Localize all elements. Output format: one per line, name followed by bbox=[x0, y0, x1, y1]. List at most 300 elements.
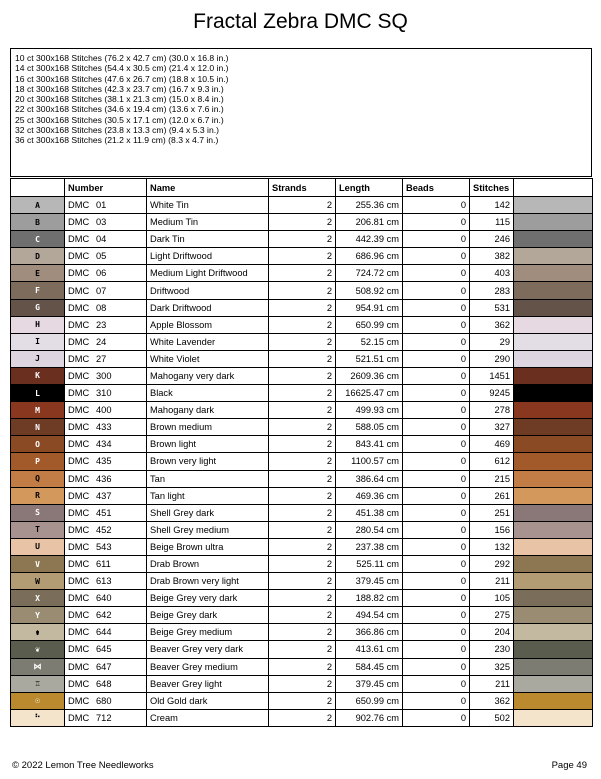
length-cell: 366.86 cm bbox=[336, 624, 403, 641]
name-cell: Drab Brown very light bbox=[147, 573, 269, 590]
brand-label: DMC bbox=[68, 610, 90, 621]
number-cell bbox=[65, 436, 147, 453]
color-swatch bbox=[514, 709, 593, 726]
color-swatch bbox=[514, 248, 593, 265]
symbol-cell: K bbox=[11, 367, 65, 384]
thread-code: 07 bbox=[96, 285, 107, 296]
beads-cell: 0 bbox=[403, 692, 470, 709]
strands-cell: 2 bbox=[269, 282, 336, 299]
thread-code: 23 bbox=[96, 319, 107, 330]
thread-code: 434 bbox=[96, 439, 112, 450]
fabric-size-line: 14 ct 300x168 Stitches (54.4 x 30.5 cm) (21.4 x 12.0 in.) bbox=[15, 63, 229, 74]
thread-code: 04 bbox=[96, 234, 107, 245]
strands-cell: 2 bbox=[269, 316, 336, 333]
brand-label: DMC bbox=[68, 490, 90, 501]
beads-cell: 0 bbox=[403, 385, 470, 402]
beads-cell: 0 bbox=[403, 573, 470, 590]
brand-label: DMC bbox=[68, 678, 90, 689]
color-swatch bbox=[514, 333, 593, 350]
number-cell bbox=[65, 590, 147, 607]
thread-code: 435 bbox=[96, 456, 112, 467]
number-cell bbox=[65, 624, 147, 641]
table-row bbox=[11, 333, 593, 350]
beads-cell: 0 bbox=[403, 624, 470, 641]
brand-label: DMC bbox=[68, 576, 90, 587]
beads-cell: 0 bbox=[403, 453, 470, 470]
swatch-header bbox=[514, 179, 593, 197]
strands-cell: 2 bbox=[269, 350, 336, 367]
thread-code: 08 bbox=[96, 302, 107, 313]
stitches-cell: 275 bbox=[470, 607, 514, 624]
number-cell bbox=[65, 367, 147, 384]
length-cell: 902.76 cm bbox=[336, 709, 403, 726]
symbol-cell: P bbox=[11, 453, 65, 470]
table-row bbox=[11, 641, 593, 658]
thread-code: 543 bbox=[96, 541, 112, 552]
number-cell bbox=[65, 282, 147, 299]
table-row bbox=[11, 299, 593, 316]
symbol-cell: U bbox=[11, 538, 65, 555]
number-cell bbox=[65, 521, 147, 538]
color-swatch bbox=[514, 231, 593, 248]
fabric-size-line: 22 ct 300x168 Stitches (34.6 x 19.4 cm) (13.6 x 7.6 in.) bbox=[15, 104, 224, 115]
beads-cell: 0 bbox=[403, 248, 470, 265]
length-cell: 52.15 cm bbox=[336, 333, 403, 350]
stitches-cell: 531 bbox=[470, 299, 514, 316]
strands-cell: 2 bbox=[269, 692, 336, 709]
stitches-cell: 325 bbox=[470, 658, 514, 675]
name-cell: Beige Brown ultra bbox=[147, 538, 269, 555]
length-cell: 237.38 cm bbox=[336, 538, 403, 555]
brand-label: DMC bbox=[68, 627, 90, 638]
table-row bbox=[11, 470, 593, 487]
fabric-size-line: 36 ct 300x168 Stitches (21.2 x 11.9 cm) (8.3 x 4.7 in.) bbox=[15, 135, 219, 146]
number-cell bbox=[65, 538, 147, 555]
table-row bbox=[11, 504, 593, 521]
thread-code: 300 bbox=[96, 370, 112, 381]
brand-label: DMC bbox=[68, 439, 90, 450]
beads-cell: 0 bbox=[403, 538, 470, 555]
number-cell bbox=[65, 350, 147, 367]
stitches-cell: 612 bbox=[470, 453, 514, 470]
fabric-size-line: 18 ct 300x168 Stitches (42.3 x 23.7 cm) (16.7 x 9.3 in.) bbox=[15, 83, 224, 94]
symbol-cell: F bbox=[11, 282, 65, 299]
beads-cell: 0 bbox=[403, 299, 470, 316]
table-row bbox=[11, 231, 593, 248]
length-cell: 525.11 cm bbox=[336, 555, 403, 572]
number-cell bbox=[65, 299, 147, 316]
color-swatch bbox=[514, 197, 593, 214]
table-row bbox=[11, 624, 593, 641]
table-row bbox=[11, 521, 593, 538]
length-cell: 280.54 cm bbox=[336, 521, 403, 538]
brand-label: DMC bbox=[68, 695, 90, 706]
table-row bbox=[11, 385, 593, 402]
length-cell: 379.45 cm bbox=[336, 675, 403, 692]
number-cell bbox=[65, 385, 147, 402]
length-cell: 843.41 cm bbox=[336, 436, 403, 453]
name-cell: Black bbox=[147, 385, 269, 402]
stitches-cell: 142 bbox=[470, 197, 514, 214]
stitches-cell: 292 bbox=[470, 555, 514, 572]
strands-cell: 2 bbox=[269, 641, 336, 658]
brand-label: DMC bbox=[68, 217, 90, 228]
symbol-cell: Q bbox=[11, 470, 65, 487]
thread-code: 05 bbox=[96, 251, 107, 262]
thread-code: 680 bbox=[96, 695, 112, 706]
symbol-cell: W bbox=[11, 573, 65, 590]
strands-cell: 2 bbox=[269, 214, 336, 231]
thread-code: 433 bbox=[96, 422, 112, 433]
name-cell: Drab Brown bbox=[147, 555, 269, 572]
brand-label: DMC bbox=[68, 319, 90, 330]
stitches-cell: 29 bbox=[470, 333, 514, 350]
strands-cell: 2 bbox=[269, 607, 336, 624]
brand-label: DMC bbox=[68, 422, 90, 433]
strands-cell: 2 bbox=[269, 265, 336, 282]
stitches-cell: 246 bbox=[470, 231, 514, 248]
symbol-cell: A bbox=[11, 197, 65, 214]
thread-code: 611 bbox=[96, 559, 111, 570]
number-header: Number bbox=[65, 179, 147, 197]
symbol-cell: V bbox=[11, 555, 65, 572]
beads-cell: 0 bbox=[403, 709, 470, 726]
length-cell: 206.81 cm bbox=[336, 214, 403, 231]
table-row bbox=[11, 555, 593, 572]
symbol-cell: H bbox=[11, 316, 65, 333]
beads-cell: 0 bbox=[403, 197, 470, 214]
table-row bbox=[11, 316, 593, 333]
number-cell bbox=[65, 658, 147, 675]
symbol-cell: ⠓ bbox=[11, 709, 65, 726]
symbol-header bbox=[11, 179, 65, 197]
stitches-cell: 327 bbox=[470, 419, 514, 436]
beads-cell: 0 bbox=[403, 282, 470, 299]
color-swatch bbox=[514, 675, 593, 692]
strands-cell: 2 bbox=[269, 419, 336, 436]
length-cell: 2609.36 cm bbox=[336, 367, 403, 384]
table-row bbox=[11, 214, 593, 231]
beads-cell: 0 bbox=[403, 214, 470, 231]
beads-cell: 0 bbox=[403, 641, 470, 658]
strands-cell: 2 bbox=[269, 658, 336, 675]
thread-code: 613 bbox=[96, 576, 112, 587]
thread-code: 640 bbox=[96, 593, 112, 604]
table-row bbox=[11, 248, 593, 265]
strands-cell: 2 bbox=[269, 197, 336, 214]
length-cell: 413.61 cm bbox=[336, 641, 403, 658]
symbol-cell: Y bbox=[11, 607, 65, 624]
stitches-cell: 1451 bbox=[470, 367, 514, 384]
number-cell bbox=[65, 214, 147, 231]
symbol-cell: ❦ bbox=[11, 641, 65, 658]
thread-code: 27 bbox=[96, 353, 107, 364]
brand-label: DMC bbox=[68, 285, 90, 296]
table-row bbox=[11, 436, 593, 453]
strands-cell: 2 bbox=[269, 504, 336, 521]
name-cell: Cream bbox=[147, 709, 269, 726]
color-swatch bbox=[514, 624, 593, 641]
table-row bbox=[11, 607, 593, 624]
symbol-cell: S bbox=[11, 504, 65, 521]
number-cell bbox=[65, 555, 147, 572]
stitches-cell: 290 bbox=[470, 350, 514, 367]
name-cell: Dark Tin bbox=[147, 231, 269, 248]
name-cell: Brown medium bbox=[147, 419, 269, 436]
name-cell: Brown very light bbox=[147, 453, 269, 470]
name-cell: Shell Grey medium bbox=[147, 521, 269, 538]
table-row bbox=[11, 658, 593, 675]
stitches-cell: 362 bbox=[470, 692, 514, 709]
number-cell bbox=[65, 675, 147, 692]
length-cell: 494.54 cm bbox=[336, 607, 403, 624]
symbol-cell: L bbox=[11, 385, 65, 402]
color-swatch bbox=[514, 538, 593, 555]
length-cell: 954.91 cm bbox=[336, 299, 403, 316]
strands-cell: 2 bbox=[269, 402, 336, 419]
length-cell: 499.93 cm bbox=[336, 402, 403, 419]
beads-cell: 0 bbox=[403, 590, 470, 607]
length-cell: 650.99 cm bbox=[336, 316, 403, 333]
color-swatch bbox=[514, 641, 593, 658]
name-header: Name bbox=[147, 179, 269, 197]
thread-code: 451 bbox=[96, 507, 112, 518]
length-cell: 451.38 cm bbox=[336, 504, 403, 521]
color-swatch bbox=[514, 214, 593, 231]
strands-cell: 2 bbox=[269, 248, 336, 265]
fabric-size-line: 25 ct 300x168 Stitches (30.5 x 17.1 cm) (12.0 x 6.7 in.) bbox=[15, 114, 224, 125]
thread-code: 648 bbox=[96, 678, 112, 689]
color-swatch bbox=[514, 453, 593, 470]
thread-code: 452 bbox=[96, 524, 112, 535]
stitches-cell: 251 bbox=[470, 504, 514, 521]
beads-cell: 0 bbox=[403, 402, 470, 419]
stitches-cell: 362 bbox=[470, 316, 514, 333]
color-swatch bbox=[514, 419, 593, 436]
strands-cell: 2 bbox=[269, 385, 336, 402]
name-cell: Tan bbox=[147, 470, 269, 487]
fabric-sizes-box bbox=[10, 48, 592, 177]
table-row bbox=[11, 675, 593, 692]
name-cell: Beaver Grey medium bbox=[147, 658, 269, 675]
thread-code: 400 bbox=[96, 405, 112, 416]
number-cell bbox=[65, 231, 147, 248]
brand-label: DMC bbox=[68, 644, 90, 655]
beads-cell: 0 bbox=[403, 367, 470, 384]
stitches-cell: 204 bbox=[470, 624, 514, 641]
length-cell: 584.45 cm bbox=[336, 658, 403, 675]
beads-cell: 0 bbox=[403, 350, 470, 367]
number-cell bbox=[65, 265, 147, 282]
thread-code: 645 bbox=[96, 644, 112, 655]
beads-cell: 0 bbox=[403, 333, 470, 350]
length-cell: 724.72 cm bbox=[336, 265, 403, 282]
thread-table bbox=[10, 178, 593, 727]
stitches-cell: 156 bbox=[470, 521, 514, 538]
stitches-cell: 132 bbox=[470, 538, 514, 555]
thread-code: 647 bbox=[96, 661, 112, 672]
fabric-size-line: 16 ct 300x168 Stitches (47.6 x 26.7 cm) (18.8 x 10.5 in.) bbox=[15, 73, 229, 84]
brand-label: DMC bbox=[68, 336, 90, 347]
name-cell: Beaver Grey very dark bbox=[147, 641, 269, 658]
name-cell: Driftwood bbox=[147, 282, 269, 299]
name-cell: Apple Blossom bbox=[147, 316, 269, 333]
color-swatch bbox=[514, 590, 593, 607]
table-row bbox=[11, 402, 593, 419]
symbol-cell: I bbox=[11, 333, 65, 350]
table-row bbox=[11, 487, 593, 504]
stitches-cell: 278 bbox=[470, 402, 514, 419]
length-cell: 386.64 cm bbox=[336, 470, 403, 487]
name-cell: White Tin bbox=[147, 197, 269, 214]
symbol-cell: N bbox=[11, 419, 65, 436]
table-row bbox=[11, 367, 593, 384]
table-row bbox=[11, 197, 593, 214]
beads-cell: 0 bbox=[403, 470, 470, 487]
name-cell: Dark Driftwood bbox=[147, 299, 269, 316]
length-cell: 1100.57 cm bbox=[336, 453, 403, 470]
color-swatch bbox=[514, 573, 593, 590]
symbol-cell: R bbox=[11, 487, 65, 504]
color-swatch bbox=[514, 487, 593, 504]
length-header: Length bbox=[336, 179, 403, 197]
number-cell bbox=[65, 692, 147, 709]
beads-cell: 0 bbox=[403, 521, 470, 538]
symbol-cell: J bbox=[11, 350, 65, 367]
symbol-cell: C bbox=[11, 231, 65, 248]
strands-cell: 2 bbox=[269, 573, 336, 590]
stitches-cell: 230 bbox=[470, 641, 514, 658]
symbol-cell: M bbox=[11, 402, 65, 419]
thread-code: 437 bbox=[96, 490, 112, 501]
strands-cell: 2 bbox=[269, 470, 336, 487]
strands-cell: 2 bbox=[269, 521, 336, 538]
symbol-cell: D bbox=[11, 248, 65, 265]
brand-label: DMC bbox=[68, 405, 90, 416]
strands-cell: 2 bbox=[269, 333, 336, 350]
length-cell: 650.99 cm bbox=[336, 692, 403, 709]
strands-cell: 2 bbox=[269, 624, 336, 641]
name-cell: Old Gold dark bbox=[147, 692, 269, 709]
beads-cell: 0 bbox=[403, 316, 470, 333]
symbol-cell: T bbox=[11, 521, 65, 538]
beads-cell: 0 bbox=[403, 607, 470, 624]
length-cell: 521.51 cm bbox=[336, 350, 403, 367]
beads-cell: 0 bbox=[403, 487, 470, 504]
beads-cell: 0 bbox=[403, 419, 470, 436]
name-cell: Brown light bbox=[147, 436, 269, 453]
color-swatch bbox=[514, 282, 593, 299]
name-cell: Medium Tin bbox=[147, 214, 269, 231]
strands-header: Strands bbox=[269, 179, 336, 197]
table-row bbox=[11, 573, 593, 590]
number-cell bbox=[65, 709, 147, 726]
stitches-cell: 9245 bbox=[470, 385, 514, 402]
length-cell: 686.96 cm bbox=[336, 248, 403, 265]
strands-cell: 2 bbox=[269, 487, 336, 504]
length-cell: 588.05 cm bbox=[336, 419, 403, 436]
number-cell bbox=[65, 316, 147, 333]
table-row bbox=[11, 350, 593, 367]
length-cell: 255.36 cm bbox=[336, 197, 403, 214]
brand-label: DMC bbox=[68, 200, 90, 211]
symbol-cell: E bbox=[11, 265, 65, 282]
number-cell bbox=[65, 419, 147, 436]
color-swatch bbox=[514, 436, 593, 453]
color-swatch bbox=[514, 385, 593, 402]
name-cell: Medium Light Driftwood bbox=[147, 265, 269, 282]
stitches-header: Stitches bbox=[470, 179, 514, 197]
thread-code: 310 bbox=[96, 388, 112, 399]
brand-label: DMC bbox=[68, 524, 90, 535]
number-cell bbox=[65, 197, 147, 214]
number-cell bbox=[65, 573, 147, 590]
stitches-cell: 261 bbox=[470, 487, 514, 504]
color-swatch bbox=[514, 265, 593, 282]
color-swatch bbox=[514, 402, 593, 419]
name-cell: Mahogany dark bbox=[147, 402, 269, 419]
brand-label: DMC bbox=[68, 251, 90, 262]
beads-header: Beads bbox=[403, 179, 470, 197]
brand-label: DMC bbox=[68, 473, 90, 484]
name-cell: Beaver Grey light bbox=[147, 675, 269, 692]
beads-cell: 0 bbox=[403, 658, 470, 675]
symbol-cell: ☉ bbox=[11, 692, 65, 709]
strands-cell: 2 bbox=[269, 453, 336, 470]
length-cell: 188.82 cm bbox=[336, 590, 403, 607]
color-swatch bbox=[514, 658, 593, 675]
color-swatch bbox=[514, 367, 593, 384]
brand-label: DMC bbox=[68, 370, 90, 381]
number-cell bbox=[65, 487, 147, 504]
symbol-cell: X bbox=[11, 590, 65, 607]
table-row bbox=[11, 538, 593, 555]
brand-label: DMC bbox=[68, 302, 90, 313]
brand-label: DMC bbox=[68, 593, 90, 604]
symbol-cell: B bbox=[11, 214, 65, 231]
symbol-cell: G bbox=[11, 299, 65, 316]
stitches-cell: 469 bbox=[470, 436, 514, 453]
brand-label: DMC bbox=[68, 234, 90, 245]
fabric-size-line: 20 ct 300x168 Stitches (38.1 x 21.3 cm) (15.0 x 8.4 in.) bbox=[15, 94, 224, 105]
strands-cell: 2 bbox=[269, 436, 336, 453]
strands-cell: 2 bbox=[269, 367, 336, 384]
length-cell: 16625.47 cm bbox=[336, 385, 403, 402]
beads-cell: 0 bbox=[403, 265, 470, 282]
fabric-size-line: 32 ct 300x168 Stitches (23.8 x 13.3 cm) (9.4 x 5.3 in.) bbox=[15, 125, 219, 136]
brand-label: DMC bbox=[68, 268, 90, 279]
name-cell: Light Driftwood bbox=[147, 248, 269, 265]
strands-cell: 2 bbox=[269, 555, 336, 572]
symbol-cell: ♖ bbox=[11, 675, 65, 692]
stitches-cell: 502 bbox=[470, 709, 514, 726]
table-row bbox=[11, 419, 593, 436]
stitches-cell: 115 bbox=[470, 214, 514, 231]
number-cell bbox=[65, 453, 147, 470]
brand-label: DMC bbox=[68, 541, 90, 552]
stitches-cell: 105 bbox=[470, 590, 514, 607]
stitches-cell: 211 bbox=[470, 675, 514, 692]
brand-label: DMC bbox=[68, 712, 90, 723]
length-cell: 508.92 cm bbox=[336, 282, 403, 299]
number-cell bbox=[65, 248, 147, 265]
brand-label: DMC bbox=[68, 353, 90, 364]
table-row bbox=[11, 709, 593, 726]
strands-cell: 2 bbox=[269, 590, 336, 607]
name-cell: Mahogany very dark bbox=[147, 367, 269, 384]
table-row bbox=[11, 590, 593, 607]
thread-code: 03 bbox=[96, 217, 107, 228]
